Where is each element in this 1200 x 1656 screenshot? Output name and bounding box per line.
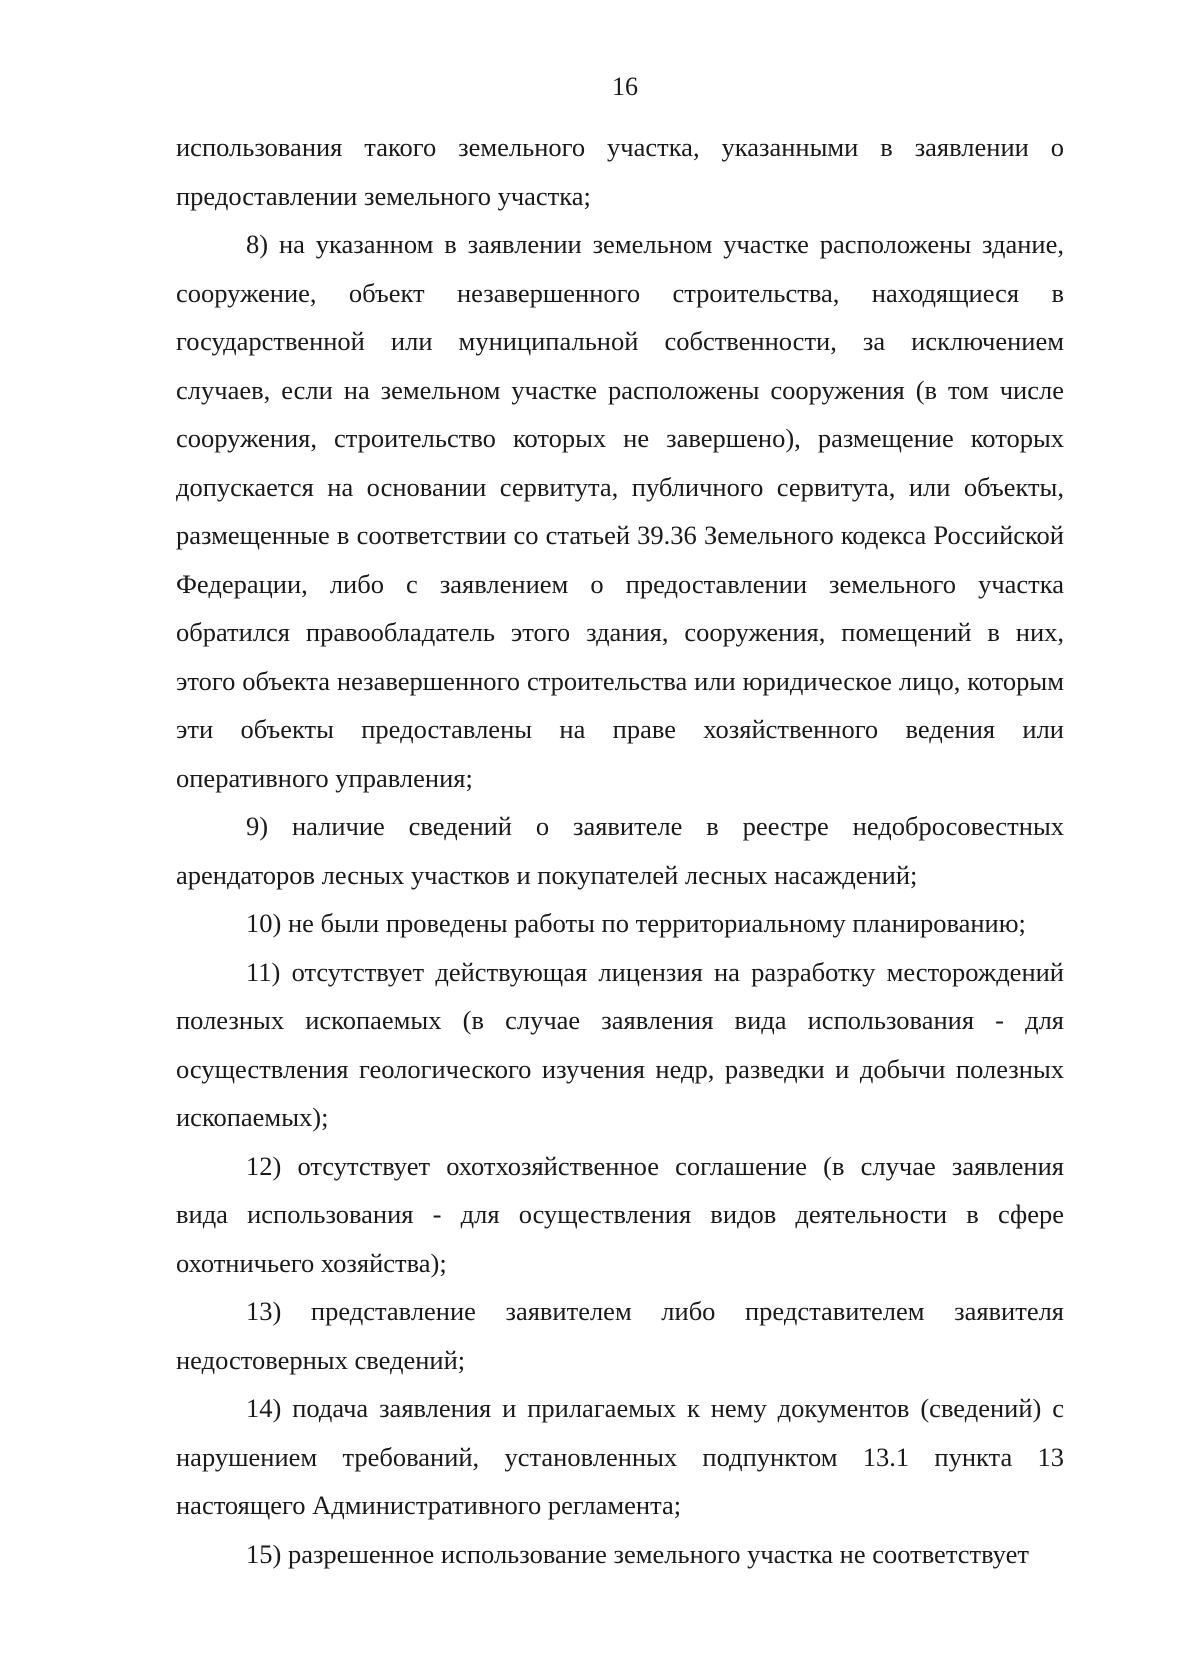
paragraph-item-12: 12) отсутствует охотхозяйственное соглашение (в случае заявления вида использования - для осуществления видов деятельности в сфере охотничьего хозяйства);	[176, 1150, 1064, 1278]
document-body	[176, 123, 1064, 1578]
paragraph-continuation: использования такого земельного участка, указанными в заявлении о предоставлении земельного участка;	[176, 132, 1064, 211]
paragraph-item-8: 8) на указанном в заявлении земельном участке расположены здание, сооружение, объект незавершенного строительства, находящиеся в государственной или муниципальной собственности, за исключением случаев, если на земельном участке расположены сооружения (в том числе сооружения, строительство которых не завершено), размещение которых допускается на основании сервитута, публичного сервитута, или объекты, размещенные в соответствии со статьей 39.36 Земельного кодекса Российской Федерации, либо с заявлением о предоставлении земельного участка обратился правообладатель этого здания, сооружения, помещений в них, этого объекта незавершенного строительства или юридическое лицо, которым эти объекты предоставлены на праве хозяйственного ведения или оперативного управления;	[176, 229, 1064, 793]
paragraph-item-9: 9) наличие сведений о заявителе в реестре недобросовестных арендаторов лесных участков и покупателей лесных насаждений;	[176, 811, 1064, 890]
paragraph-item-11: 11) отсутствует действующая лицензия на разработку месторождений полезных ископаемых (в случае заявления вида использования - для осуществления геологического изучения недр, разведки и добычи полезных ископаемых);	[176, 956, 1064, 1132]
paragraph-item-13: 13) представление заявителем либо представителем заявителя недостоверных сведений;	[176, 1296, 1064, 1375]
page-number: 16	[612, 72, 638, 101]
paragraph-item-15: 15) разрешенное использование земельного участка не соответствует	[246, 1538, 1029, 1569]
paragraph-item-14: 14) подача заявления и прилагаемых к нему документов (сведений) с нарушением требований, установленных подпунктом 13.1 пункта 13 настоящего Административного регламента;	[176, 1393, 1064, 1520]
paragraph-item-10: 10) не были проведены работы по территориальному планированию;	[246, 908, 1026, 938]
